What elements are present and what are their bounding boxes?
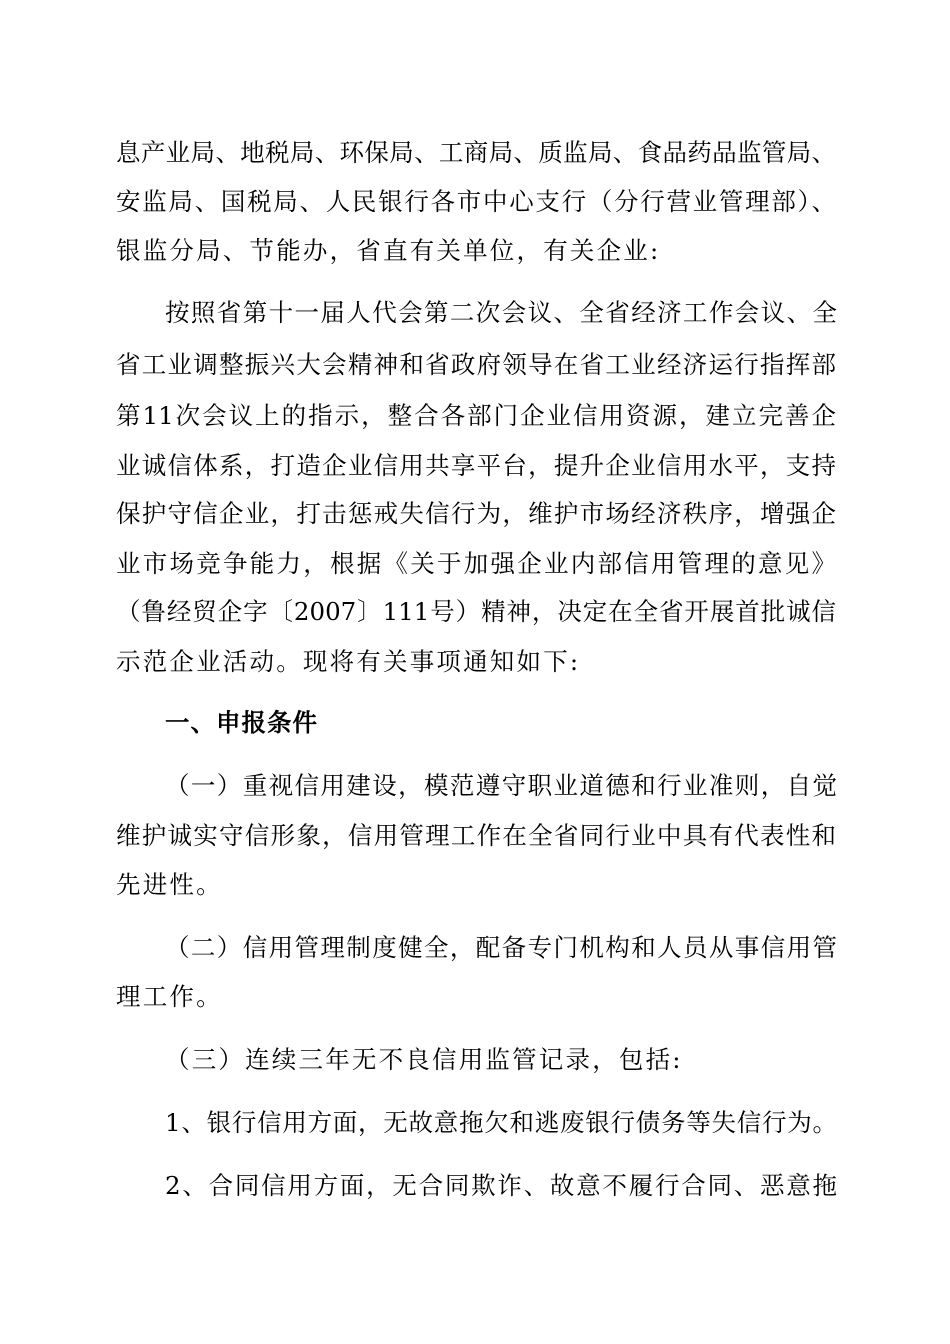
paragraph-line: 业诚信体系，打造企业信用共享平台，提升企业信用水平，支持 (116, 451, 836, 480)
paragraph-line: （二）信用管理制度健全，配备专门机构和人员从事信用管 (165, 933, 837, 962)
paragraph-line: 第11次会议上的指示，整合各部门企业信用资源，建立完善企 (116, 401, 836, 430)
paragraph-line: 维护诚实守信形象，信用管理工作在全省同行业中具有代表性和 (116, 821, 836, 850)
text-line: 息产业局、地税局、环保局、工商局、质监局、食品药品监管局、 (116, 138, 836, 167)
paragraph-line: 先进性。 (116, 870, 223, 899)
text-line: 银监分局、节能办，省直有关单位，有关企业: (116, 236, 661, 265)
paragraph-line: 业市场竞争能力，根据《关于加强企业内部信用管理的意见》 (116, 549, 836, 578)
paragraph-line: （一）重视信用建设，模范遵守职业道德和行业准则，自觉 (165, 771, 837, 800)
paragraph-line: （三）连续三年无不良信用监管记录，包括: (165, 1045, 683, 1074)
paragraph-line: （鲁经贸企字〔2007〕111号）精神，决定在全省开展首批诚信 (116, 597, 836, 626)
list-item: 2、合同信用方面，无合同欺诈、故意不履行合同、恶意拖 (165, 1171, 837, 1200)
paragraph-line: 保护守信企业，打击惩戒失信行为，维护市场经济秩序，增强企 (116, 499, 836, 528)
section-heading: 一、申报条件 (165, 708, 318, 737)
text-line: 安监局、国税局、人民银行各市中心支行（分行营业管理部）、 (116, 187, 836, 216)
paragraph-line: 理工作。 (116, 982, 223, 1011)
paragraph-line: 按照省第十一届人代会第二次会议、全省经济工作会议、全 (165, 298, 837, 327)
list-item: 1、银行信用方面，无故意拖欠和逃废银行债务等失信行为。 (165, 1108, 837, 1137)
paragraph-line: 省工业调整振兴大会精神和省政府领导在省工业经济运行指挥部 (116, 350, 836, 379)
paragraph-line: 示范企业活动。现将有关事项通知如下: (116, 647, 581, 676)
